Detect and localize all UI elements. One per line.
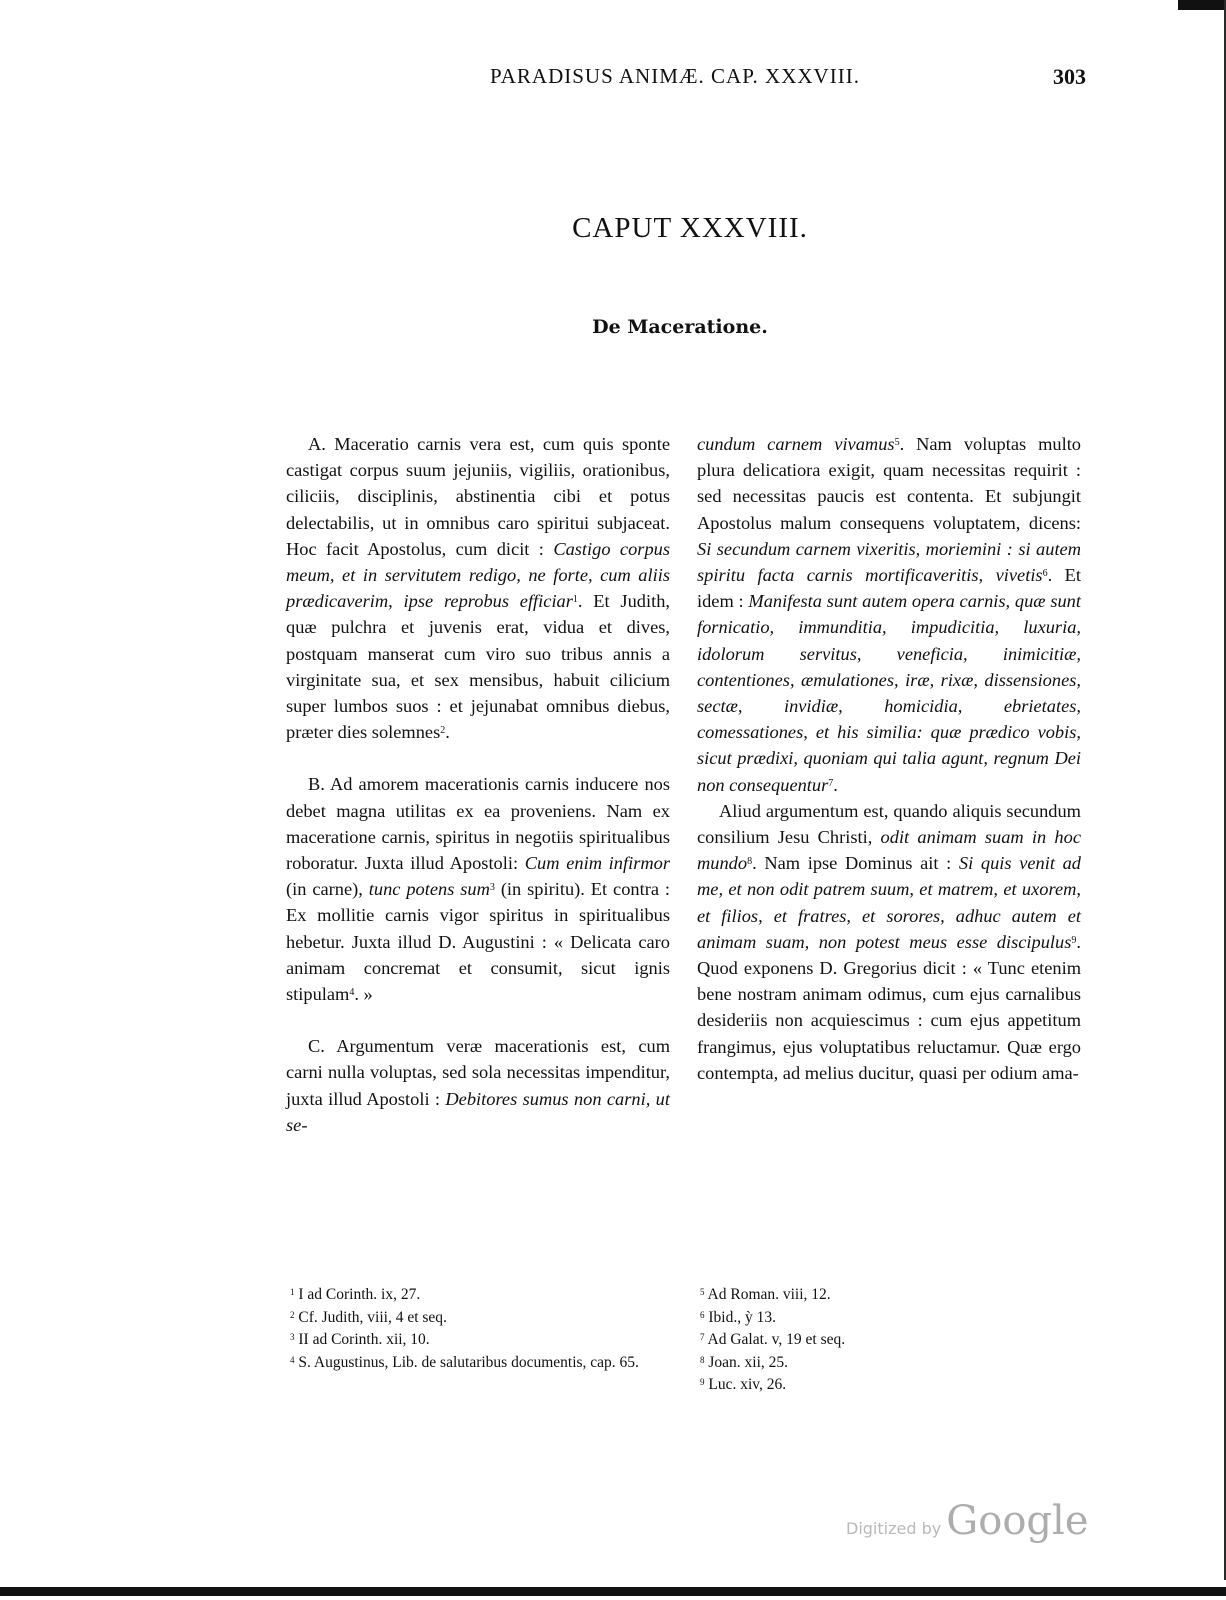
paragraph-aliud: Aliud argumentum est, quando aliquis secundum consilium Jesu Christi, odit animam suam in hoc mundo$^8$. Nam ipse Dominus ait : Si quis venit ad me, et non odit patrem suum, et matrem, et uxorem, et filios, et fratres, et sorores, adhuc autem et animam suam, non potest meus esse discipulus$^9$. Quod exponens D. Gregorius dicit : « Tunc etenim bene nostram animam odimus, cum ejus carnalibus desideriis non acquiescimus : cum ejus appetitum frangimus, ejus voluptatibus reluctamur. Quæ ergo contempta, ad melius ducitur, quasi per odium ama- bbox=[697, 800, 1081, 1083]
footnote-ref: 8 bbox=[747, 856, 753, 868]
footnote: $^5$ Ad Roman. viii, 12. bbox=[700, 1286, 831, 1303]
right-column bbox=[697, 431, 1081, 1086]
footnotes-right bbox=[700, 1284, 1084, 1397]
footnote: $^2$ Cf. Judith, viii, 4 et seq. bbox=[290, 1308, 447, 1326]
footnote-ref: 3 bbox=[489, 882, 495, 894]
digitized-by-google-watermark bbox=[846, 1498, 1088, 1544]
footnote-ref: 2 bbox=[440, 725, 446, 737]
google-logo: Google bbox=[946, 1498, 1089, 1544]
footnote: $^9$ Luc. xiv, 26. bbox=[700, 1376, 787, 1393]
footnote: $^4$ S. Augustinus, Lib. de salutaribus documentis, cap. 65. bbox=[290, 1353, 639, 1371]
scan-edge-top bbox=[1178, 0, 1226, 10]
paragraph-c: C. Argumentum veræ macerationis est, cum carni nulla voluptas, sed sola necessitas impenditur, juxta illud Apostoli : Debitores sumus non carni, ut se- bbox=[286, 1036, 670, 1135]
footnote-ref: 7 bbox=[828, 777, 834, 789]
footnote: $^3$ II ad Corinth. xii, 10. bbox=[290, 1331, 430, 1348]
chapter-subtitle: De Maceratione. bbox=[592, 316, 768, 338]
watermark-prefix: Digitized by bbox=[846, 1519, 942, 1538]
page-number: 303 bbox=[1053, 64, 1086, 89]
footnote-ref: 4 bbox=[349, 987, 355, 999]
footnote-ref: 1 bbox=[572, 594, 578, 606]
scan-edge-bottom bbox=[0, 1587, 1226, 1596]
footnote: $^6$ Ibid., ỳ 13. bbox=[700, 1308, 776, 1326]
paragraph-c-continued: cundum carnem vivamus$^5$. Nam voluptas multo plura delicatiora exigit, quam necessitas requirit : sed necessitas paucis est contenta. Et subjungit Apostolus malum consequens voluptatem, dicens: Si secundum carnem vixeritis, moriemini : si autem spiritu facta carnis mortificaveritis, vivetis$^6$. Et idem : Manifesta sunt autem opera carnis, quæ sunt fornicatio, immunditia, impudicitia, luxuria, idolorum servitus, veneficia, inimicitiæ, contentiones, æmulationes, iræ, rixæ, dissensiones, sectæ, invidiæ, homicidia, ebrietates, comessationes, et his similia: quæ prædico vobis, sicut prædixi, quoniam qui talia agunt, regnum Dei non consequentur$^7$. bbox=[697, 434, 1082, 795]
footnote-ref: 6 bbox=[1042, 568, 1048, 580]
footnote: $^7$ Ad Galat. v, 19 et seq. bbox=[700, 1331, 846, 1348]
running-head: PARADISUS ANIMÆ. CAP. XXXVIII. bbox=[490, 64, 860, 88]
footnote-ref: 9 bbox=[1071, 934, 1077, 946]
chapter-title: CAPUT XXXVIII. bbox=[572, 212, 808, 244]
footnote: $^1$ I ad Corinth. ix, 27. bbox=[290, 1286, 421, 1303]
footnotes-left bbox=[290, 1284, 674, 1374]
paragraph-a: A. Maceratio carnis vera est, cum quis sponte castigat corpus suum jejuniis, vigiliis, orationibus, ciliciis, disciplinis, abstinentia cibi et potus delectabilis, ut in omnibus caro spiritui subjaceat. Hoc facit Apostolus, cum dicit : Castigo corpus meum, et in servitutem redigo, ne forte, cum aliis prædicaverim, ipse reprobus efficiar$^1$. Et Judith, quæ pulchra et juvenis erat, vidua et dives, postquam manserat cum viro suo tribus annis a virginitate sua, et sex mensibus, habuit cilicium super lumbos suos : et jejunabat omnibus diebus, præter dies solemnes$^2$. bbox=[286, 434, 670, 743]
footnote-ref: 5 bbox=[894, 437, 900, 448]
footnote: $^8$ Joan. xii, 25. bbox=[700, 1353, 789, 1371]
paragraph-b: B. Ad amorem macerationis carnis inducere nos debet magna utilitas ex ea proveniens. Nam ex maceratione carnis, spiritus in negotiis spiritualibus roboratur. Juxta illud Apostoli: Cum enim infirmor (in carne), tunc potens sum$^3$ (in spiritu). Et contra : Ex mollitie carnis vigor spiritus in spiritualibus hebetur. Juxta illud D. Augustini : « Delicata caro animam concremat et consumit, sicut ignis stipulam$^4$. » bbox=[286, 774, 670, 1005]
left-column bbox=[286, 431, 670, 1138]
